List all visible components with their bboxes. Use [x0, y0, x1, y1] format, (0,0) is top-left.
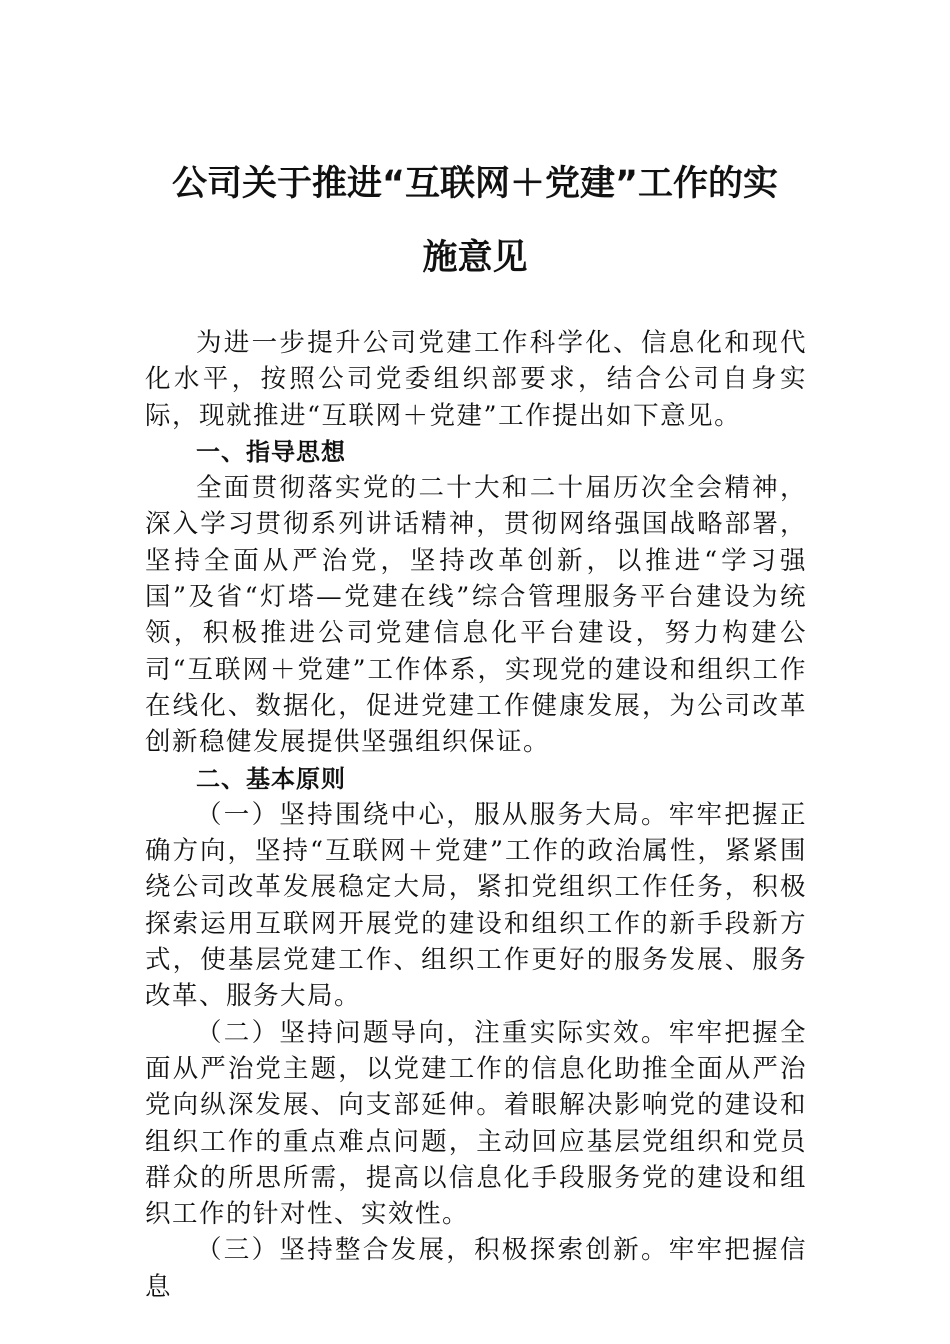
- principle-1-paragraph: （一）坚持围绕中心，服从服务大局。牢牢把握正确方向，坚持“互联网＋党建”工作的政治属性，紧紧围绕公司改革发展稳定大局，紧扣党组织工作任务，积极探索运用互联网开展党的建设和组织工作的新手段新方式，使基层党建工作、组织工作更好的服务发展、服务改革、服务大局。: [145, 799, 807, 1012]
- document-title-line-2: 施意见: [422, 238, 528, 278]
- section-2-heading: 二、基本原则: [196, 764, 346, 793]
- section-1-paragraph: 全面贯彻落实党的二十大和二十届历次全会精神，深入学习贯彻系列讲话精神，贯彻网络强国战略部署，坚持全面从严治党，坚持改革创新，以推进“学习强国”及省“灯塔—党建在线”综合管理服务平台建设为统领，积极推进公司党建信息化平台建设，努力构建公司“互联网＋党建”工作体系，实现党的建设和组织工作在线化、数据化，促进党建工作健康发展，为公司改革创新稳健发展提供坚强组织保证。: [145, 473, 807, 758]
- intro-paragraph: 为进一步提升公司党建工作科学化、信息化和现代化水平，按照公司党委组织部要求，结合公司自身实际，现就推进“互联网＋党建”工作提出如下意见。: [145, 328, 807, 431]
- principle-3-paragraph: （三）坚持整合发展，积极探索创新。牢牢把握信息: [145, 1235, 807, 1302]
- document-title-line-1: 公司关于推进“互联网＋党建”工作的实: [171, 164, 778, 204]
- document-body: [145, 325, 807, 1305]
- principle-2-paragraph: （二）坚持问题导向，注重实际实效。牢牢把握全面从严治党主题，以党建工作的信息化助推全面从严治党向纵深发展、向支部延伸。着眼解决影响党的建设和组织工作的重点难点问题，主动回应基层党组织和党员群众的所思所需，提高以信息化手段服务党的建设和组织工作的针对性、实效性。: [145, 1017, 807, 1230]
- section-1-heading: 一、指导思想: [196, 437, 346, 466]
